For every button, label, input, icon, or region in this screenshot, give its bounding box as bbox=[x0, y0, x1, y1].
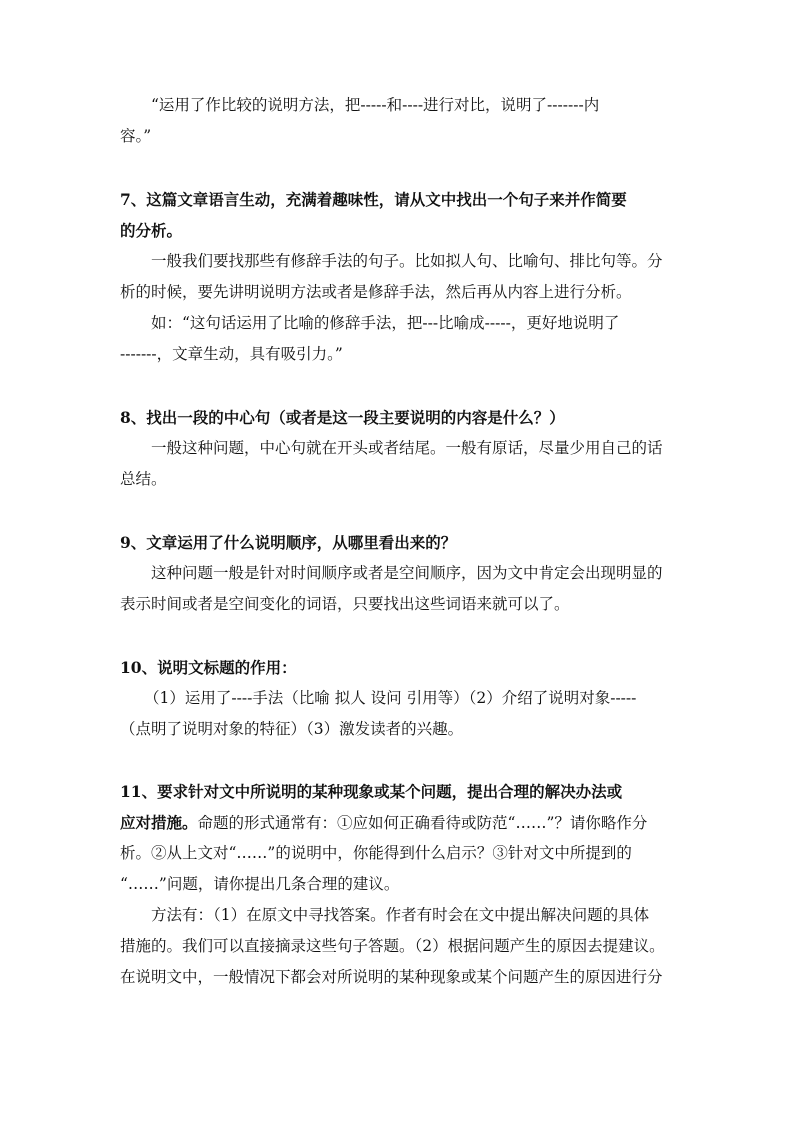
q11-heading-line-2 bbox=[120, 807, 680, 838]
q10-section bbox=[120, 652, 680, 745]
q7-heading-line-1: 7、这篇文章语言生动，充满着趣味性，请从文中找出一个句子来并作简要 bbox=[120, 190, 627, 209]
q7-body-line-1: 一般我们要找那些有修辞手法的句子。比如拟人句、比喻句、排比句等。分 bbox=[151, 252, 663, 270]
q7-section bbox=[120, 184, 680, 370]
q7-body-line-4: -------，文章生动，具有吸引力。” bbox=[120, 345, 343, 363]
q10-heading: 10、说明文标题的作用： bbox=[120, 658, 297, 677]
q11-body-line-1: 方法有：（1）在原文中寻找答案。作者有时会在文中提出解决问题的具体 bbox=[151, 906, 650, 924]
q9-body-line-1: 这种问题一般是针对时间顺序或者是空间顺序，因为文中肯定会出现明显的 bbox=[151, 564, 663, 582]
q11-section bbox=[120, 776, 680, 993]
q7-heading-line-2: 的分析。 bbox=[120, 221, 183, 240]
q8-body-line-1: 一般这种问题，中心句就在开头或者结尾。一般有原话，尽量少用自己的话 bbox=[151, 439, 663, 457]
q10-body-line-2: （点明了说明对象的特征）（3）激发读者的兴趣。 bbox=[120, 720, 464, 738]
q11-heading-rest: 命题的形式通常有：①应如何正确看待或防范“……”？请你略作分 bbox=[197, 814, 648, 832]
q11-heading-bold-part: 应对措施。 bbox=[120, 813, 198, 832]
q11-body-line-3: 在说明文中，一般情况下都会对所说明的某种现象或某个问题产生的原因进行分 bbox=[120, 968, 663, 986]
q9-body-line-2: 表示时间或者是空间变化的词语，只要找出这些词语来就可以了。 bbox=[120, 595, 570, 613]
q8-body-line-2: 总结。 bbox=[120, 470, 167, 488]
q9-section bbox=[120, 527, 680, 620]
q11-pre-line-1: 析。②从上文对“……”的说明中，你能得到什么启示？③针对文中所提到的 bbox=[120, 844, 632, 862]
q7-body-line-2: 析的时候，要先讲明说明方法或者是修辞手法，然后再从内容上进行分析。 bbox=[120, 283, 632, 301]
intro-line-1: “运用了作比较的说明方法，把-----和----进行对比，说明了-------内 bbox=[151, 96, 600, 114]
q7-body-line-3: 如：“这句话运用了比喻的修辞手法，把---比喻成-----，更好地说明了 bbox=[151, 314, 620, 332]
q9-heading: 9、文章运用了什么说明顺序，从哪里看出来的？ bbox=[120, 533, 457, 552]
q8-heading: 8、找出一段的中心句（或者是这一段主要说明的内容是什么？） bbox=[120, 408, 565, 427]
q8-section bbox=[120, 402, 680, 495]
intro-paragraph bbox=[120, 90, 680, 152]
q11-pre-line-2: “……”问题，请你提出几条合理的建议。 bbox=[120, 875, 400, 893]
q11-body-line-2: 措施的。我们可以直接摘录这些句子答题。（2）根据问题产生的原因去提建议。 bbox=[120, 937, 665, 955]
intro-line-2: 容。” bbox=[120, 127, 152, 145]
q10-body-line-1: （1）运用了----手法（比喻 拟人 设问 引用等）（2）介绍了说明对象----- bbox=[144, 689, 637, 707]
q11-heading-line-1: 11、要求针对文中所说明的某种现象或某个问题，提出合理的解决办法或 bbox=[120, 782, 623, 801]
